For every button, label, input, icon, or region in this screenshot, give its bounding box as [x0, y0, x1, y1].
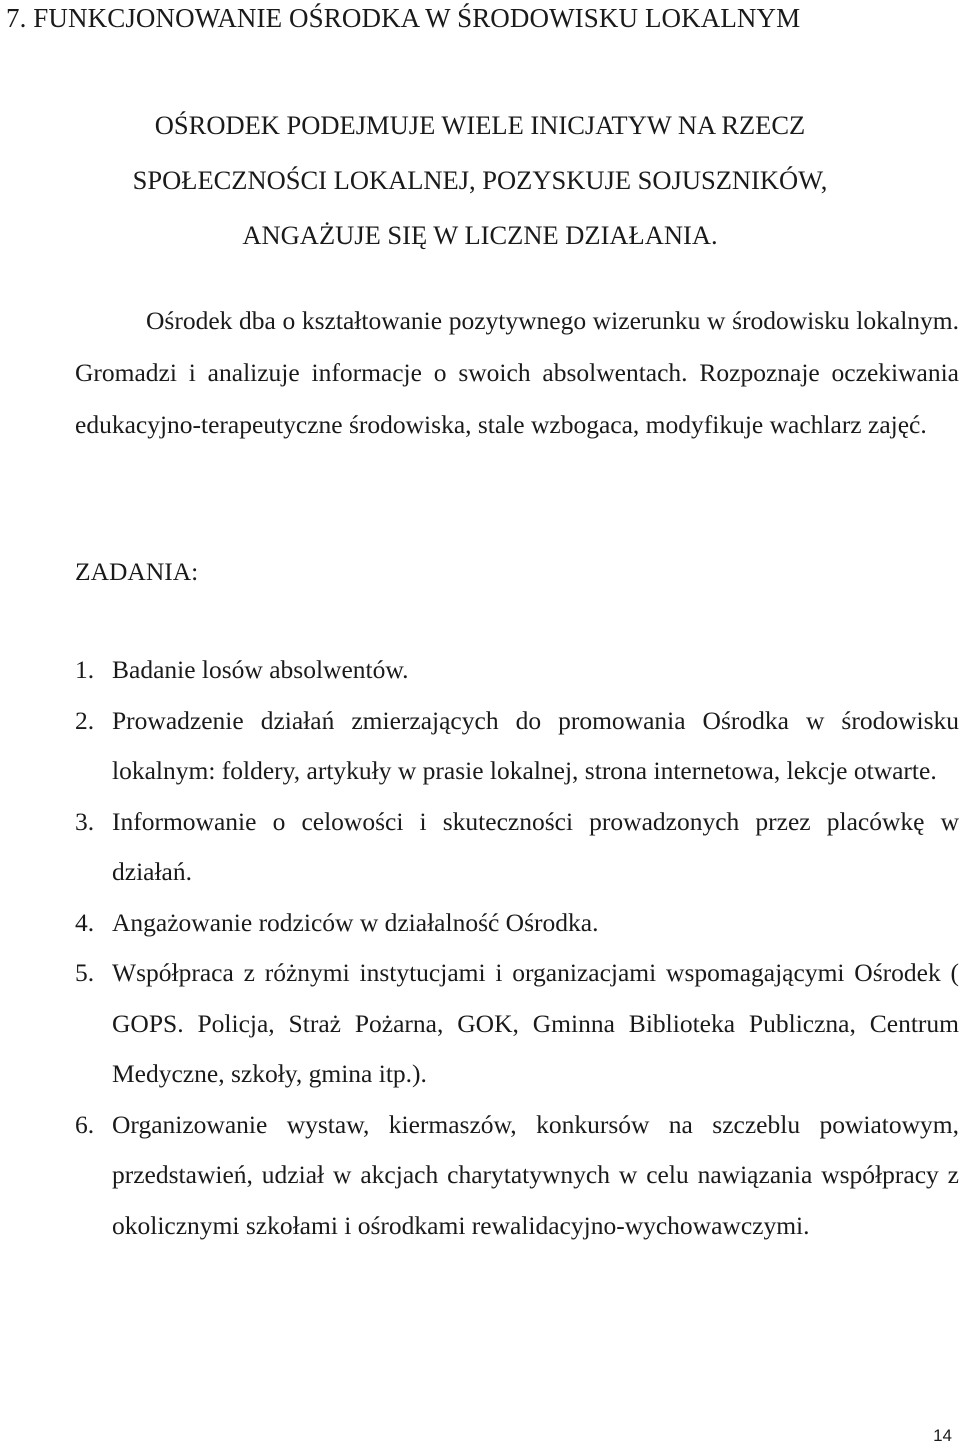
- task-item: [0, 948, 960, 1100]
- task-number: 6.: [75, 1109, 95, 1139]
- task-number: 1.: [75, 655, 95, 684]
- chapter-title: 7. FUNKCJONOWANIE OŚRODKA W ŚRODOWISKU LOKALNYM: [6, 3, 801, 33]
- page-number: 14: [933, 1426, 952, 1445]
- task-item: [0, 797, 960, 898]
- task-text: Organizowanie wystaw, kiermaszów, konkursów na szczeblu powiatowym, przedstawień, udział w akcjach charytatywnych w celu nawiązania współpracy z okolicznymi szkołami i ośrodkami rewalidacyjno-wychowawczymi.: [112, 1109, 959, 1240]
- task-number: 3.: [75, 806, 95, 836]
- task-number: 5.: [75, 958, 95, 987]
- task-text: Prowadzenie działań zmierzających do promowania Ośrodka w środowisku lokalnym: foldery, artykuły w prasie lokalnej, strona internetowa, lekcje otwarte.: [112, 705, 959, 785]
- tasks-heading: ZADANIA:: [75, 557, 199, 586]
- task-number: 2.: [75, 705, 95, 735]
- task-number: 4.: [75, 907, 95, 937]
- task-text: Angażowanie rodziców w działalność Ośrodka.: [112, 907, 599, 937]
- subtitle-line: SPOŁECZNOŚCI LOKALNEJ, POZYSKUJE SOJUSZNIKÓW,: [132, 165, 828, 195]
- task-item: [0, 645, 960, 696]
- task-item: [0, 898, 960, 949]
- section-subtitle: [60, 98, 900, 263]
- task-item: [0, 1100, 960, 1252]
- task-item: [0, 696, 960, 797]
- task-text: Badanie losów absolwentów.: [112, 655, 409, 684]
- intro-paragraph: Ośrodek dba o kształtowanie pozytywnego wizerunku w środowisku lokalnym. Gromadzi i analizuje informacje o swoich absolwentach. Rozpoznaje oczekiwania edukacyjno-terapeutyczne środowiska, stale wzbogaca, modyfikuje wachlarz zajęć.: [75, 306, 959, 439]
- subtitle-line: ANGAŻUJE SIĘ W LICZNE DZIAŁANIA.: [242, 220, 718, 250]
- tasks-list: [0, 645, 960, 1251]
- task-text: Współpraca z różnymi instytucjami i organizacjami wspomagającymi Ośrodek ( GOPS. Policja, Straż Pożarna, GOK, Gminna Biblioteka Publiczna, Centrum Medyczne, szkoły, gmina itp.).: [112, 958, 959, 1088]
- task-text: Informowanie o celowości i skuteczności prowadzonych przez placówkę w działań.: [112, 806, 959, 886]
- subtitle-line: OŚRODEK PODEJMUJE WIELE INICJATYW NA RZECZ: [154, 110, 806, 140]
